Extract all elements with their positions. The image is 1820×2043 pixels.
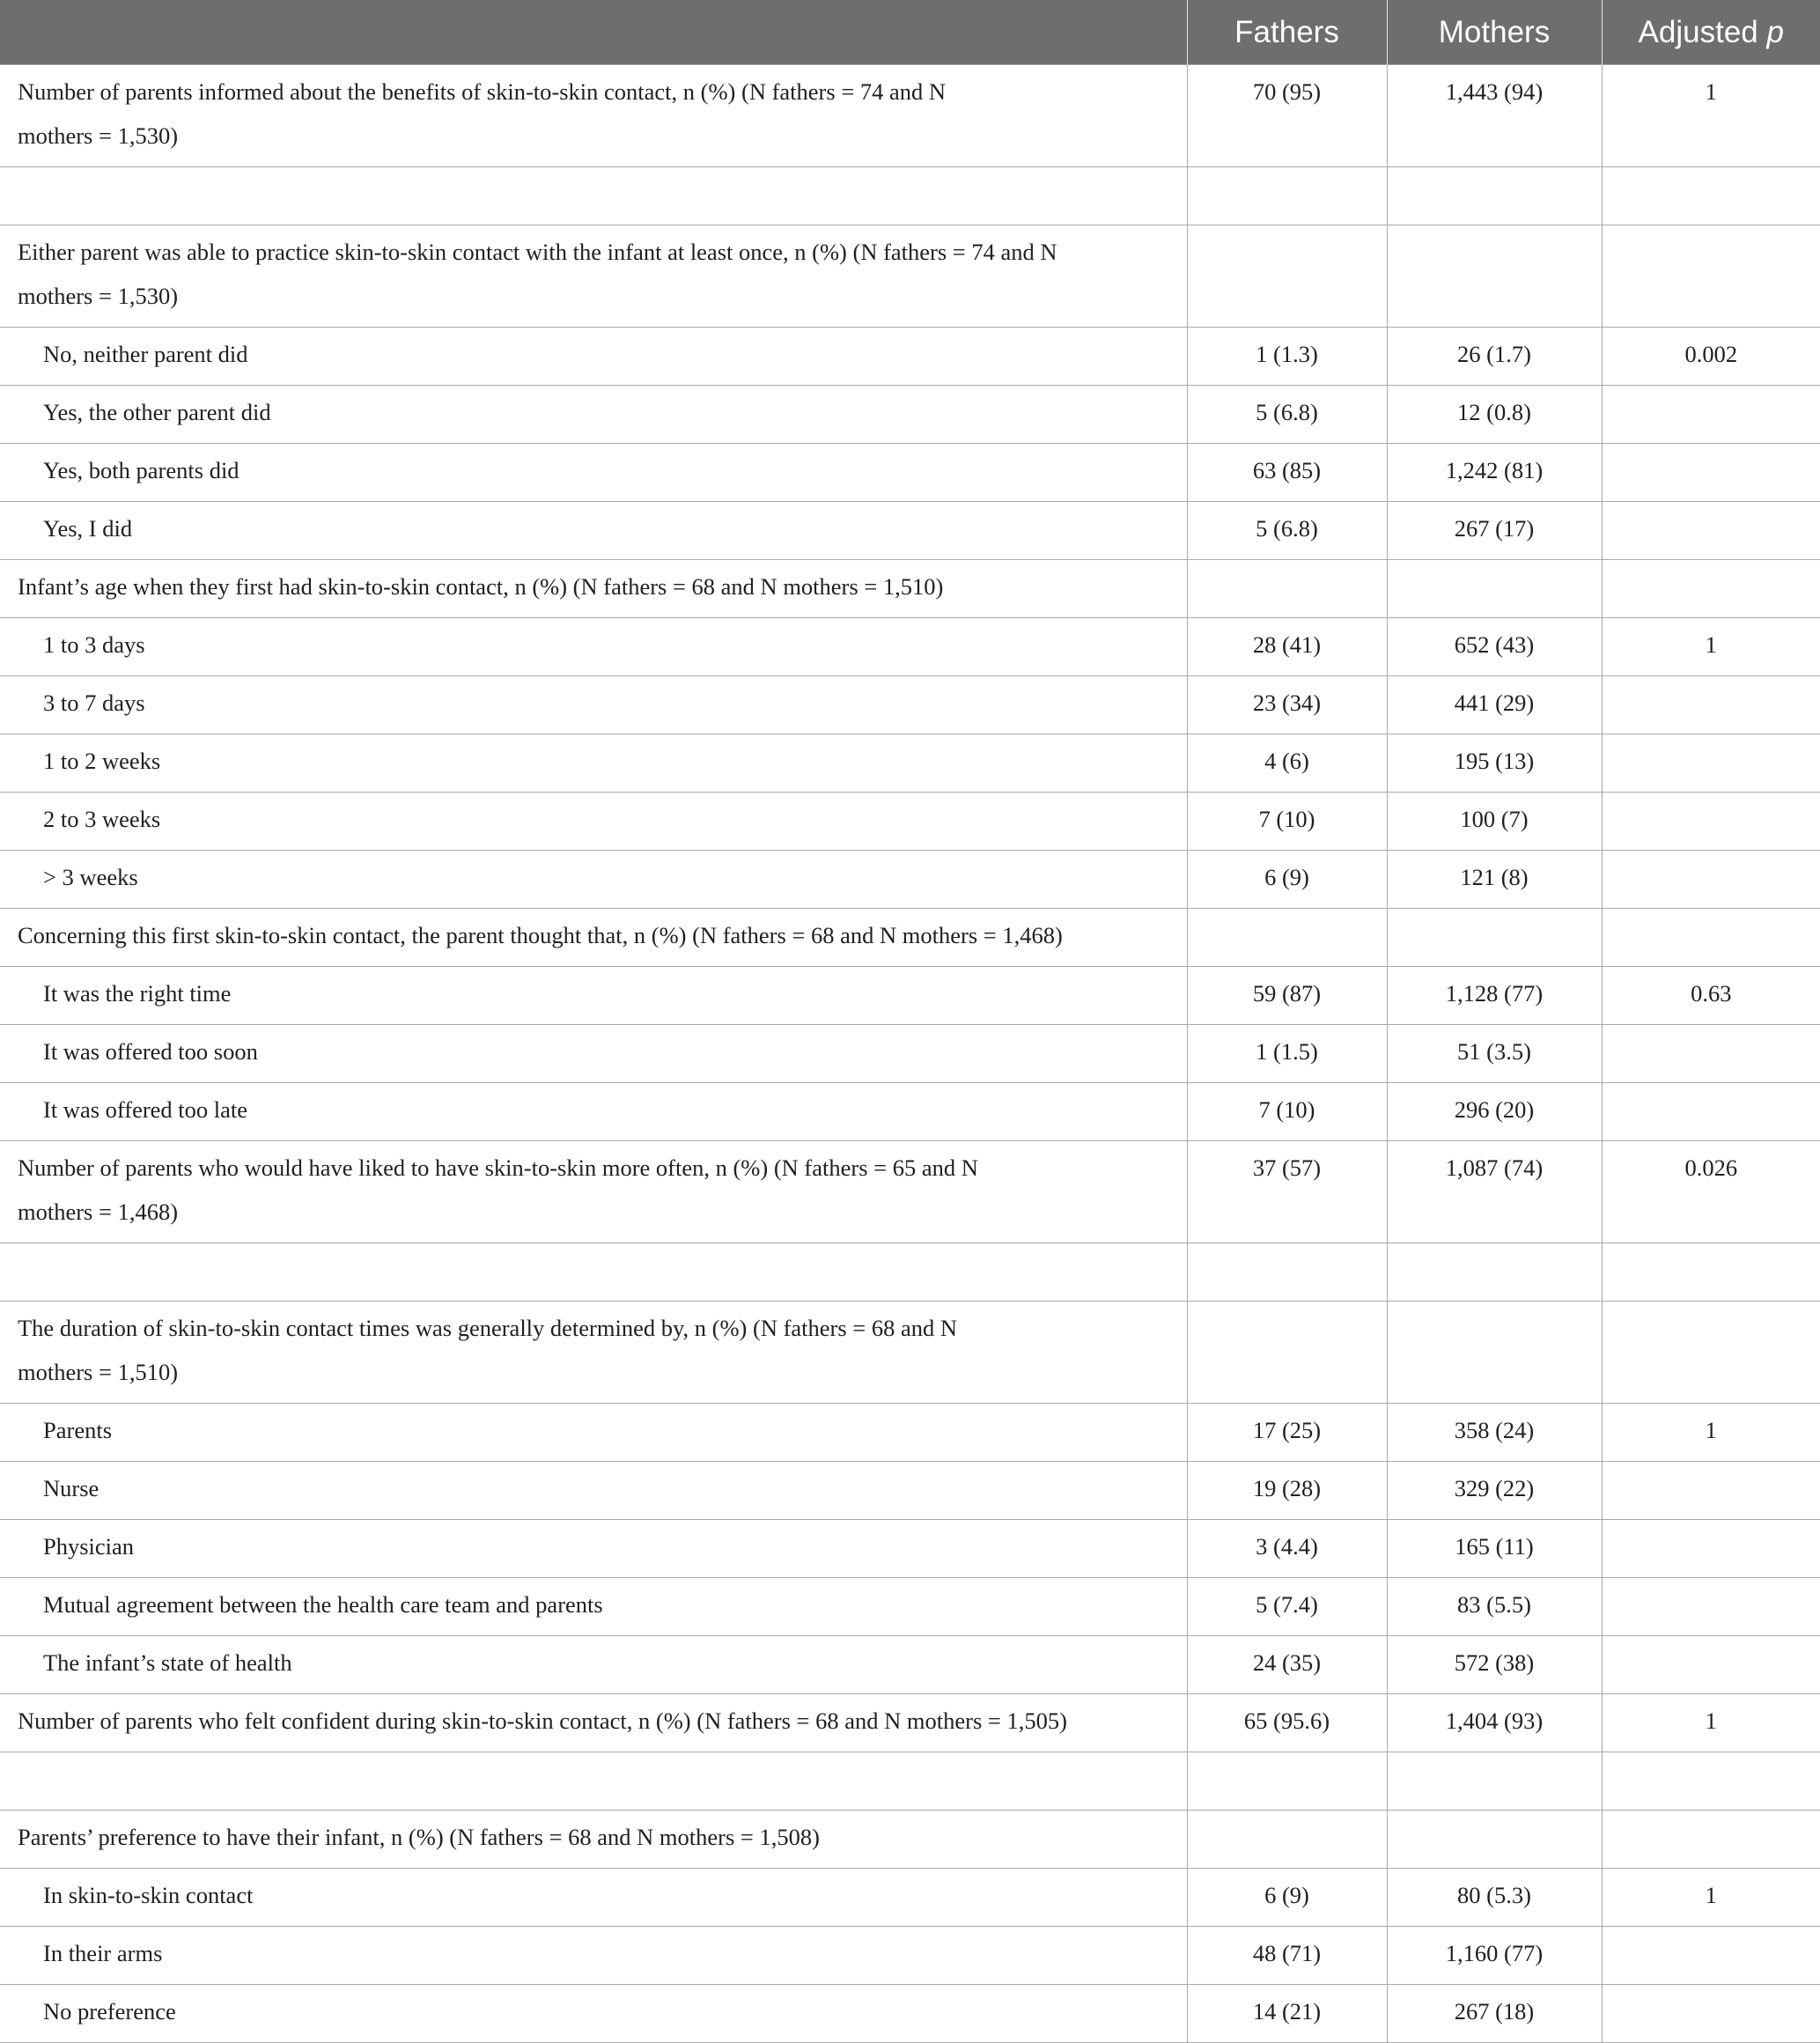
fathers-value: 6 (9) <box>1187 851 1387 909</box>
fathers-value: 5 (7.4) <box>1187 1578 1387 1636</box>
table-row <box>0 1694 1820 1752</box>
mothers-value: 83 (5.5) <box>1387 1578 1602 1636</box>
adjusted-p-value: 0.002 <box>1602 328 1820 386</box>
row-label-line: Yes, the other parent did <box>43 399 271 425</box>
row-label <box>0 1869 1187 1927</box>
table-row <box>0 1636 1820 1694</box>
row-label <box>0 1985 1187 2043</box>
row-label-line: No, neither parent did <box>43 341 248 367</box>
row-label <box>0 1811 1187 1869</box>
table-row <box>0 793 1820 851</box>
mothers-value: 121 (8) <box>1387 851 1602 909</box>
mothers-value <box>1387 1243 1602 1302</box>
mothers-value: 572 (38) <box>1387 1636 1602 1694</box>
row-label <box>0 1462 1187 1520</box>
row-label-line: Mutual agreement between the health care team and parents <box>43 1591 603 1618</box>
adjusted-p-value <box>1602 444 1820 502</box>
fathers-value: 24 (35) <box>1187 1636 1387 1694</box>
header-row <box>0 0 1820 65</box>
adjusted-p-value <box>1602 1985 1820 2043</box>
row-label-line: Nurse <box>43 1475 99 1501</box>
mothers-value: 12 (0.8) <box>1387 386 1602 444</box>
table-row <box>0 1869 1820 1927</box>
row-label <box>0 560 1187 618</box>
adjusted-p-value <box>1602 1025 1820 1083</box>
table-row <box>0 1578 1820 1636</box>
table-row <box>0 851 1820 909</box>
table-row <box>0 1985 1820 2043</box>
fathers-value <box>1187 1243 1387 1302</box>
mothers-value: 329 (22) <box>1387 1462 1602 1520</box>
adjusted-p-value <box>1602 734 1820 793</box>
table-row <box>0 386 1820 444</box>
adjusted-p-value <box>1602 1462 1820 1520</box>
row-label-line: Parents <box>43 1417 113 1443</box>
table-row <box>0 1927 1820 1985</box>
row-label-line: mothers = 1,530) <box>18 122 179 149</box>
mothers-value: 1,087 (74) <box>1387 1141 1602 1243</box>
adjusted-p-value <box>1602 676 1820 734</box>
adjusted-p-value <box>1602 1811 1820 1869</box>
fathers-value: 14 (21) <box>1187 1985 1387 2043</box>
row-label-line: It was offered too late <box>43 1096 248 1123</box>
row-label-line: Physician <box>43 1533 135 1560</box>
mothers-value <box>1387 167 1602 225</box>
mothers-value: 267 (18) <box>1387 1985 1602 2043</box>
adjusted-p-value <box>1602 1243 1820 1302</box>
row-label <box>0 328 1187 386</box>
row-label-line: 2 to 3 weeks <box>43 806 161 832</box>
row-label-line: 3 to 7 days <box>43 690 145 716</box>
row-label <box>0 1578 1187 1636</box>
table-row <box>0 1404 1820 1462</box>
table-row <box>0 618 1820 676</box>
row-label-line: Number of parents informed about the benefits of skin-to-skin contact, n (%) (N fathers = 74 and N <box>18 78 947 105</box>
adjusted-p-value <box>1602 1752 1820 1811</box>
table-row <box>0 1520 1820 1578</box>
table-row <box>0 225 1820 328</box>
row-label-line: 1 to 2 weeks <box>43 748 161 774</box>
fathers-value <box>1187 1302 1387 1404</box>
adjusted-p-value <box>1602 1578 1820 1636</box>
adjusted-p-value: 1 <box>1602 1404 1820 1462</box>
mothers-value: 1,404 (93) <box>1387 1694 1602 1752</box>
adjusted-p-value: 1 <box>1602 65 1820 167</box>
mothers-value: 26 (1.7) <box>1387 328 1602 386</box>
adjusted-p-value <box>1602 1302 1820 1404</box>
table-row <box>0 967 1820 1025</box>
fathers-value <box>1187 167 1387 225</box>
row-label-line: Parents’ preference to have their infant, n (%) (N fathers = 68 and N mothers = 1,508) <box>18 1824 820 1850</box>
fathers-value: 5 (6.8) <box>1187 386 1387 444</box>
adjusted-p-value: 0.026 <box>1602 1141 1820 1243</box>
mothers-value <box>1387 909 1602 967</box>
mothers-value <box>1387 225 1602 328</box>
adjusted-p-value: 1 <box>1602 618 1820 676</box>
adjusted-p-value <box>1602 502 1820 560</box>
fathers-value: 28 (41) <box>1187 618 1387 676</box>
row-label <box>0 444 1187 502</box>
fathers-value: 17 (25) <box>1187 1404 1387 1462</box>
fathers-value: 4 (6) <box>1187 734 1387 793</box>
row-label <box>0 167 1187 225</box>
mothers-value: 1,128 (77) <box>1387 967 1602 1025</box>
row-label-line: 1 to 3 days <box>43 631 145 658</box>
row-label <box>0 851 1187 909</box>
row-label <box>0 967 1187 1025</box>
fathers-value <box>1187 560 1387 618</box>
mothers-value <box>1387 1811 1602 1869</box>
mothers-value: 296 (20) <box>1387 1083 1602 1141</box>
mothers-value: 1,242 (81) <box>1387 444 1602 502</box>
table-row <box>0 734 1820 793</box>
table-row <box>0 676 1820 734</box>
row-label <box>0 1752 1187 1811</box>
adjusted-p-value: 1 <box>1602 1869 1820 1927</box>
adjusted-p-value <box>1602 1520 1820 1578</box>
row-label <box>0 793 1187 851</box>
mothers-value: 165 (11) <box>1387 1520 1602 1578</box>
row-label-line: Concerning this first skin-to-skin contact, the parent thought that, n (%) (N fathers = 68 and N mothers = 1,468) <box>18 922 1063 948</box>
fathers-value: 59 (87) <box>1187 967 1387 1025</box>
row-label-line: Number of parents who would have liked to have skin-to-skin more often, n (%) (N fathers = 65 and N <box>18 1154 978 1181</box>
header-mothers: Mothers <box>1387 0 1602 65</box>
fathers-value <box>1187 909 1387 967</box>
table-row <box>0 167 1820 225</box>
mothers-value: 267 (17) <box>1387 502 1602 560</box>
fathers-value: 37 (57) <box>1187 1141 1387 1243</box>
fathers-value: 19 (28) <box>1187 1462 1387 1520</box>
table-row <box>0 1811 1820 1869</box>
row-label <box>0 1083 1187 1141</box>
row-label-line: It was offered too soon <box>43 1038 258 1065</box>
row-label-line: The duration of skin-to-skin contact times was generally determined by, n (%) (N fathers = 68 and N <box>18 1315 958 1341</box>
row-label-line: No preference <box>43 1998 176 2025</box>
header-label-column <box>0 0 1187 65</box>
header-adjusted-p-symbol: p <box>1766 14 1784 49</box>
mothers-value: 441 (29) <box>1387 676 1602 734</box>
fathers-value <box>1187 1752 1387 1811</box>
adjusted-p-value <box>1602 1083 1820 1141</box>
fathers-value: 3 (4.4) <box>1187 1520 1387 1578</box>
fathers-value: 5 (6.8) <box>1187 502 1387 560</box>
row-label <box>0 1141 1187 1243</box>
table-row <box>0 1083 1820 1141</box>
table-row <box>0 1302 1820 1404</box>
row-label-line: Yes, both parents did <box>43 457 239 483</box>
row-label <box>0 1927 1187 1985</box>
fathers-value: 70 (95) <box>1187 65 1387 167</box>
table-row <box>0 502 1820 560</box>
row-label <box>0 618 1187 676</box>
table-row <box>0 1243 1820 1302</box>
mothers-value: 100 (7) <box>1387 793 1602 851</box>
adjusted-p-value: 0.63 <box>1602 967 1820 1025</box>
adjusted-p-value <box>1602 1927 1820 1985</box>
mothers-value: 652 (43) <box>1387 618 1602 676</box>
row-label <box>0 225 1187 328</box>
table-row <box>0 65 1820 167</box>
row-label-line: mothers = 1,510) <box>18 1359 179 1385</box>
adjusted-p-value <box>1602 386 1820 444</box>
row-label-line: Infant’s age when they first had skin-to-skin contact, n (%) (N fathers = 68 and N mothers = 1,510) <box>18 573 944 600</box>
mothers-value: 1,160 (77) <box>1387 1927 1602 1985</box>
row-label-line: > 3 weeks <box>43 864 138 890</box>
fathers-value: 65 (95.6) <box>1187 1694 1387 1752</box>
fathers-value: 7 (10) <box>1187 793 1387 851</box>
row-label <box>0 909 1187 967</box>
adjusted-p-value <box>1602 909 1820 967</box>
mothers-value: 1,443 (94) <box>1387 65 1602 167</box>
fathers-value <box>1187 1811 1387 1869</box>
mothers-value: 80 (5.3) <box>1387 1869 1602 1927</box>
row-label <box>0 734 1187 793</box>
adjusted-p-value: 1 <box>1602 1694 1820 1752</box>
row-label <box>0 1694 1187 1752</box>
adjusted-p-value <box>1602 1636 1820 1694</box>
row-label <box>0 1025 1187 1083</box>
row-label-line: It was the right time <box>43 980 232 1007</box>
table-row <box>0 1141 1820 1243</box>
row-label-line: Number of parents who felt confident during skin-to-skin contact, n (%) (N fathers = 68 and N mothers = 1,505) <box>18 1707 1067 1734</box>
row-label <box>0 65 1187 167</box>
table-body <box>0 65 1820 2043</box>
row-label-line: mothers = 1,468) <box>18 1199 179 1225</box>
table-header <box>0 0 1820 65</box>
table-row <box>0 560 1820 618</box>
row-label <box>0 386 1187 444</box>
row-label <box>0 1302 1187 1404</box>
row-label <box>0 1636 1187 1694</box>
adjusted-p-value <box>1602 167 1820 225</box>
fathers-value: 1 (1.5) <box>1187 1025 1387 1083</box>
fathers-value <box>1187 225 1387 328</box>
adjusted-p-value <box>1602 560 1820 618</box>
header-adjusted-p-label: Adjusted <box>1638 14 1767 49</box>
fathers-value: 23 (34) <box>1187 676 1387 734</box>
row-label-line: In skin-to-skin contact <box>43 1882 254 1908</box>
mothers-value: 358 (24) <box>1387 1404 1602 1462</box>
adjusted-p-value <box>1602 851 1820 909</box>
row-label <box>0 1404 1187 1462</box>
table-row <box>0 1025 1820 1083</box>
fathers-value: 7 (10) <box>1187 1083 1387 1141</box>
row-label <box>0 502 1187 560</box>
mothers-value <box>1387 1752 1602 1811</box>
row-label <box>0 676 1187 734</box>
row-label <box>0 1520 1187 1578</box>
row-label-line: Either parent was able to practice skin-to-skin contact with the infant at least once, n (%) (N fathers = 74 and N <box>18 239 1057 265</box>
mothers-value: 195 (13) <box>1387 734 1602 793</box>
adjusted-p-value <box>1602 225 1820 328</box>
mothers-value <box>1387 1302 1602 1404</box>
row-label <box>0 1243 1187 1302</box>
adjusted-p-value <box>1602 793 1820 851</box>
row-label-line: Yes, I did <box>43 515 133 542</box>
fathers-value: 6 (9) <box>1187 1869 1387 1927</box>
table-row <box>0 1462 1820 1520</box>
mothers-value <box>1387 560 1602 618</box>
table-row <box>0 909 1820 967</box>
fathers-value: 48 (71) <box>1187 1927 1387 1985</box>
row-label-line: mothers = 1,530) <box>18 283 179 309</box>
table-row <box>0 328 1820 386</box>
table-row <box>0 444 1820 502</box>
header-adjusted-p <box>1602 0 1820 65</box>
header-fathers: Fathers <box>1187 0 1387 65</box>
row-label-line: The infant’s state of health <box>43 1649 292 1676</box>
mothers-value: 51 (3.5) <box>1387 1025 1602 1083</box>
fathers-value: 1 (1.3) <box>1187 328 1387 386</box>
fathers-value: 63 (85) <box>1187 444 1387 502</box>
table-row <box>0 1752 1820 1811</box>
row-label-line: In their arms <box>43 1940 163 1966</box>
